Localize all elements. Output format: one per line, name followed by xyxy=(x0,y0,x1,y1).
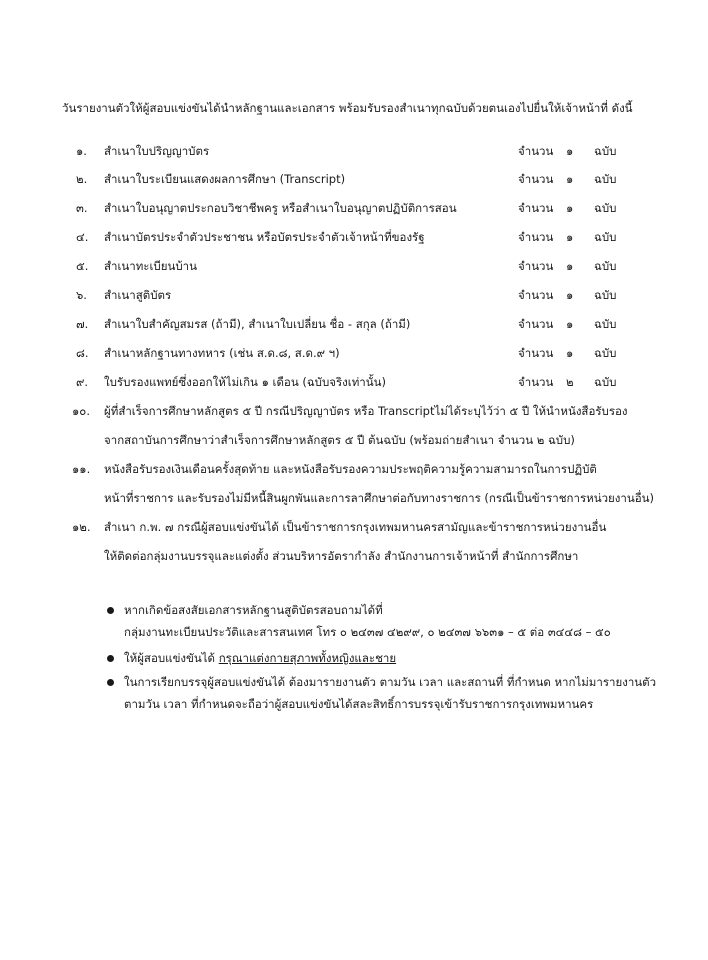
quantity-value: ๑ xyxy=(566,259,574,273)
item-number: ๒. xyxy=(76,172,88,186)
list-item xyxy=(0,172,708,190)
item-text: ใบรับรองแพทย์ซึ่งออกให้ไม่เกิน ๑ เดือน (ฉบับจริงเท่านั้น) xyxy=(104,375,386,389)
unit-label: ฉบับ xyxy=(594,259,617,273)
list-item xyxy=(0,201,708,219)
list-item xyxy=(0,375,708,393)
unit-label: ฉบับ xyxy=(594,317,617,331)
item-text-line1: หนังสือรับรองเงินเดือนครั้งสุดท้าย และหนังสือรับรองความประพฤติความรู้ความสามารถในการปฏิบัติ xyxy=(104,462,597,476)
quantity-label: จำนวน xyxy=(518,259,554,273)
item-number: ๗. xyxy=(76,317,89,331)
unit-label: ฉบับ xyxy=(594,144,617,158)
quantity-label: จำนวน xyxy=(518,172,554,186)
list-item xyxy=(0,317,708,335)
quantity-value: ๑ xyxy=(566,288,574,302)
item-text-line1: สำเนา ก.พ. ๗ กรณีผู้สอบแข่งขันได้ เป็นข้าราชการกรุงเทพมหานครสามัญและข้าราชการหน่วยงานอื่น xyxy=(104,520,607,534)
item-number: ๑๒. xyxy=(72,520,91,534)
quantity-label: จำนวน xyxy=(518,375,554,389)
item-text-line2: หน้าที่ราชการ และรับรองไม่มีหนี้สินผูกพันและการลาศึกษาต่อกับทางราชการ (กรณีเป็นข้าราชการหน่วยงานอื่น) xyxy=(104,491,654,505)
unit-label: ฉบับ xyxy=(594,346,617,360)
item-text-line2: จากสถาบันการศึกษาว่าสำเร็จการศึกษาหลักสูตร ๕ ปี ต้นฉบับ (พร้อมถ่ายสำเนา จำนวน ๒ ฉบับ) xyxy=(104,433,575,447)
note-text-line2: ตามวัน เวลา ที่กำหนดจะถือว่าผู้สอบแข่งขันได้สละสิทธิ์การบรรจุเข้ารับราชการกรุงเทพมหานคร xyxy=(124,697,594,711)
quantity-label: จำนวน xyxy=(518,317,554,331)
note-text-line1: ในการเรียกบรรจุผู้สอบแข่งขันได้ ต้องมารายงานตัว ตามวัน เวลา และสถานที่ ที่กำหนด หากไม่มารายงานตัว xyxy=(124,675,657,689)
note-text-line1: หากเกิดข้อสงสัยเอกสารหลักฐานสูติบัตรสอบถามได้ที่ xyxy=(124,603,383,617)
quantity-value: ๑ xyxy=(566,317,574,331)
note-text-prefix: ให้ผู้สอบแข่งขันได้ xyxy=(124,651,219,665)
item-number: ๘. xyxy=(76,346,89,360)
unit-label: ฉบับ xyxy=(594,230,617,244)
item-text: สำเนาใบสำคัญสมรส (ถ้ามี), สำเนาใบเปลี่ยน ชื่อ - สกุล (ถ้ามี) xyxy=(104,317,411,331)
quantity-label: จำนวน xyxy=(518,346,554,360)
item-number: ๕. xyxy=(76,259,89,273)
bullet-icon xyxy=(107,679,114,686)
list-item xyxy=(0,346,708,364)
item-text: สำเนาใบอนุญาตประกอบวิชาชีพครู หรือสำเนาใบอนุญาตปฏิบัติการสอน xyxy=(104,201,457,215)
item-number: ๙. xyxy=(76,375,89,389)
quantity-label: จำนวน xyxy=(518,230,554,244)
quantity-value: ๑ xyxy=(566,230,574,244)
quantity-label: จำนวน xyxy=(518,288,554,302)
item-text: สำเนาทะเบียนบ้าน xyxy=(104,259,197,273)
note-text-line2: กลุ่มงานทะเบียนประวัติและสารสนเทศ โทร ๐ ๒๔๓๗ ๔๒๙๙, ๐ ๒๔๓๗ ๖๖๓๑ – ๕ ต่อ ๓๔๔๘ – ๕๐ xyxy=(124,625,611,639)
quantity-value: ๑ xyxy=(566,346,574,360)
item-number: ๔. xyxy=(76,230,89,244)
item-number: ๑. xyxy=(76,144,87,158)
item-text: สำเนาสูติบัตร xyxy=(104,288,172,302)
item-number: ๖. xyxy=(76,288,87,302)
list-item xyxy=(0,144,708,162)
item-text: สำเนาหลักฐานทางทหาร (เช่น ส.ด.๘, ส.ด.๙ ฯ) xyxy=(104,346,340,360)
quantity-value: ๑ xyxy=(566,144,574,158)
note-text-line1 xyxy=(124,651,396,665)
list-item xyxy=(0,288,708,306)
quantity-value: ๑ xyxy=(566,172,574,186)
item-text-line1: ผู้ที่สำเร็จการศึกษาหลักสูตร ๕ ปี กรณีปริญญาบัตร หรือ Transcriptไม่ได้ระบุไว้ว่า ๕ ปี ให้นำหนังสือรับรอง xyxy=(104,404,628,418)
item-number: ๓. xyxy=(76,201,88,215)
item-text: สำเนาใบระเบียนแสดงผลการศึกษา (Transcript) xyxy=(104,172,346,186)
unit-label: ฉบับ xyxy=(594,201,617,215)
item-number: ๑๑. xyxy=(72,462,91,476)
list-item xyxy=(0,230,708,248)
unit-label: ฉบับ xyxy=(594,288,617,302)
item-text: สำเนาใบปริญญาบัตร xyxy=(104,144,210,158)
quantity-value: ๒ xyxy=(566,375,574,389)
intro-text: วันรายงานตัวให้ผู้สอบแข่งขันได้นำหลักฐานและเอกสาร พร้อมรับรองสำเนาทุกฉบับด้วยตนเองไปยื่นให้เจ้าหน้าที่ ดังนี้ xyxy=(62,101,633,115)
list-item xyxy=(0,259,708,277)
bullet-icon xyxy=(107,655,114,662)
unit-label: ฉบับ xyxy=(594,375,617,389)
note-text-underlined: กรุณาแต่งกายสุภาพทั้งหญิงและชาย xyxy=(218,651,397,665)
quantity-label: จำนวน xyxy=(518,201,554,215)
unit-label: ฉบับ xyxy=(594,172,617,186)
item-text: สำเนาบัตรประจำตัวประชาชน หรือบัตรประจำตัวเจ้าหน้าที่ของรัฐ xyxy=(104,230,425,244)
item-text-line2: ให้ติดต่อกลุ่มงานบรรจุและแต่งตั้ง ส่วนบริหารอัตรากำลัง สำนักงานการเจ้าหน้าที่ สำนักการศึกษา xyxy=(104,549,579,563)
quantity-label: จำนวน xyxy=(518,144,554,158)
item-number: ๑๐. xyxy=(72,404,90,418)
bullet-icon xyxy=(107,607,114,614)
quantity-value: ๑ xyxy=(566,201,574,215)
